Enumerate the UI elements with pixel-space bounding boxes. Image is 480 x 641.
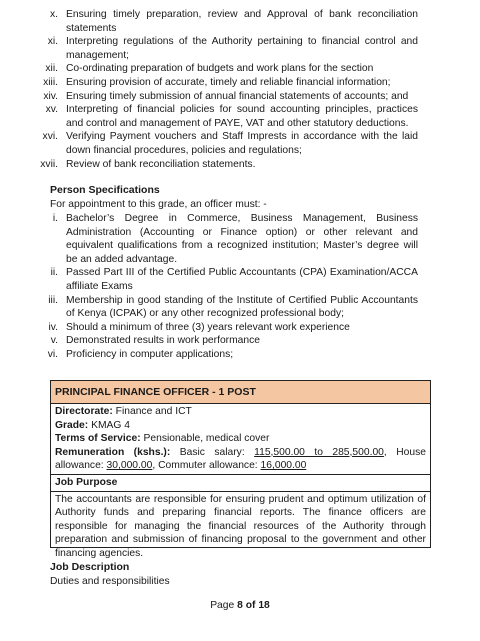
job-description-subtext: Duties and responsibilities bbox=[50, 576, 170, 587]
list-item bbox=[0, 35, 480, 62]
list-item bbox=[0, 294, 480, 321]
list-number: xii. bbox=[45, 63, 58, 75]
directorate-line bbox=[55, 405, 426, 419]
list-item bbox=[0, 62, 480, 76]
list-item bbox=[0, 266, 480, 293]
list-number: i. bbox=[52, 213, 58, 224]
list-item bbox=[0, 321, 480, 335]
post-details-table bbox=[50, 380, 431, 559]
list-item bbox=[0, 103, 480, 130]
list-number: x. bbox=[49, 9, 58, 20]
list-item bbox=[0, 212, 480, 266]
list-item bbox=[0, 158, 480, 172]
job-purpose-text: The accountants are responsible for ensuring prudent and optimum utilization of Authority funds and preparing financial reports. The finance officers are responsible for managing the financial resources of the Authority through preparation and submission of financing proposal to the government and other financing agencies. bbox=[55, 493, 426, 559]
house-allowance-label: House allowance: bbox=[55, 446, 426, 472]
post-info-row bbox=[51, 404, 430, 475]
list-text: Proficiency in computer applications; bbox=[66, 348, 234, 360]
list-number: ii. bbox=[50, 267, 58, 279]
list-text: Ensuring timely preparation, review and Approval of bank reconciliation statements bbox=[66, 9, 418, 34]
commuter-allowance-label: Commuter allowance: bbox=[158, 460, 258, 472]
list-text: Co-ordinating preparation of budgets and work plans for the section bbox=[66, 63, 374, 75]
person-specifications-intro: For appointment to this grade, an officer must: - bbox=[50, 199, 267, 210]
list-text: Membership in good standing of the Institute of Certified Public Accountants of Kenya (ICPAK) or any other recognized professional body; bbox=[66, 294, 418, 320]
list-number: xvi. bbox=[42, 131, 58, 143]
list-text: Review of bank reconciliation statements. bbox=[66, 158, 256, 170]
basic-salary-label: Basic salary: bbox=[179, 446, 245, 458]
list-text: Interpreting regulations of the Authority pertaining to financial control and management; bbox=[66, 36, 418, 61]
list-item bbox=[0, 76, 480, 90]
list-number: iii. bbox=[48, 294, 58, 306]
list-number: vi. bbox=[47, 348, 58, 360]
list-text: Ensuring timely submission of annual financial statements of accounts; and bbox=[66, 90, 409, 102]
list-number: xv. bbox=[45, 104, 58, 116]
list-text: Passed Part III of the Certified Public Accountants (CPA) Examination/ACCA affiliate Exams bbox=[66, 267, 418, 292]
grade-line bbox=[55, 419, 426, 433]
list-number: xiv. bbox=[43, 90, 58, 102]
footer-page-number: 8 bbox=[237, 600, 243, 611]
duties-list bbox=[0, 8, 480, 171]
post-title: PRINCIPAL FINANCE OFFICER - 1 POST bbox=[51, 381, 430, 404]
commuter-allowance-value: 16,000.00 bbox=[260, 460, 307, 472]
directorate-value: Finance and ICT bbox=[115, 406, 192, 417]
list-number: xvii. bbox=[40, 158, 58, 170]
list-item bbox=[0, 348, 480, 362]
job-purpose-heading: Job Purpose bbox=[51, 475, 430, 492]
grade-label: Grade: bbox=[55, 419, 89, 431]
list-text: Ensuring provision of accurate, timely and reliable financial information; bbox=[66, 76, 391, 88]
terms-line bbox=[55, 432, 426, 446]
remuneration-label: Remuneration (kshs.): bbox=[55, 446, 171, 458]
list-text: Interpreting of financial policies for sound accounting principles, practices and control and management of PAYE, VAT and other statutory deductions. bbox=[66, 104, 418, 129]
list-item bbox=[0, 8, 480, 35]
footer-of-word: of bbox=[245, 600, 256, 611]
terms-label: Terms of Service: bbox=[55, 433, 141, 445]
list-item bbox=[0, 130, 480, 157]
list-text: Verifying Payment vouchers and Staff Imprests in accordance with the laid down financial procedures, policies and regulations; bbox=[66, 131, 418, 156]
list-number: xi. bbox=[47, 36, 58, 48]
list-text: Should a minimum of three (3) years relevant work experience bbox=[66, 321, 350, 333]
list-number: xiii. bbox=[43, 76, 58, 88]
terms-value: Pensionable, medical cover bbox=[143, 433, 270, 445]
list-item bbox=[0, 90, 480, 104]
remuneration-line: Remuneration (kshs.): Basic salary: 115,500.00 to 285,500.00, House allowance: 30,000.00, Commuter allowance: 16,000.00 bbox=[55, 446, 426, 472]
grade-value: KMAG 4 bbox=[91, 419, 130, 431]
basic-salary-value: 115,500.00 to 285,500.00 bbox=[254, 446, 384, 458]
house-allowance-value: 30,000.00 bbox=[106, 460, 153, 472]
list-text: Demonstrated results in work performance bbox=[66, 335, 261, 347]
list-number: v. bbox=[50, 335, 58, 347]
list-item bbox=[0, 334, 480, 348]
directorate-label: Directorate: bbox=[55, 406, 113, 417]
person-specifications-list bbox=[0, 212, 480, 362]
page-footer bbox=[0, 600, 480, 611]
footer-page-word: Page bbox=[210, 600, 235, 611]
person-specifications-heading: Person Specifications bbox=[50, 184, 160, 196]
job-description-heading: Job Description bbox=[50, 561, 130, 573]
list-number: iv. bbox=[48, 321, 58, 333]
list-text: Bachelor’s Degree in Commerce, Business Management, Business Administration (Accounting or Finance option) or other relevant and equivalent qualifications from a recognized institution; Master’s degree will be an added advantage. bbox=[66, 213, 418, 265]
footer-total-pages: 18 bbox=[258, 600, 270, 611]
